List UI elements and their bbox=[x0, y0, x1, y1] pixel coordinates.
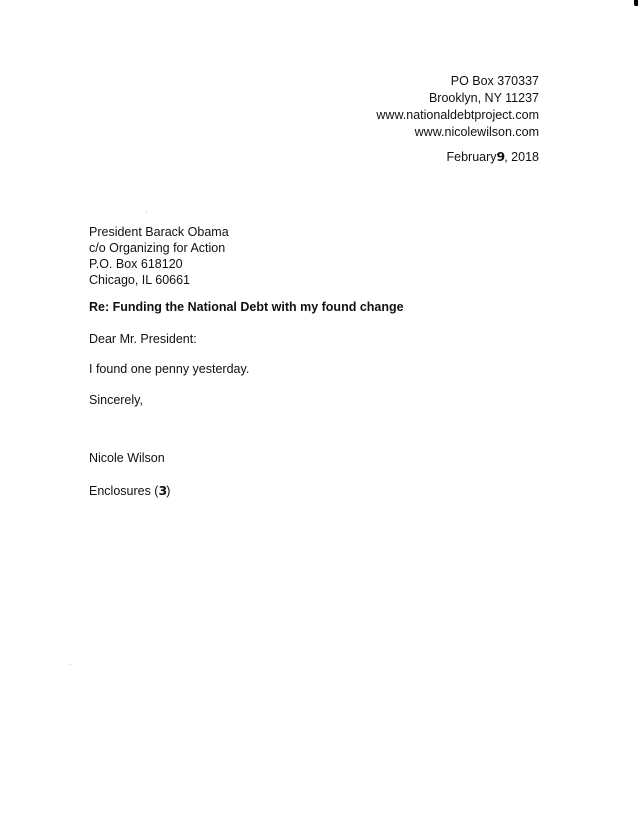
salutation: Dear Mr. President: bbox=[89, 332, 197, 346]
letter-body: I found one penny yesterday. bbox=[89, 362, 250, 376]
signature-name: Nicole Wilson bbox=[89, 451, 165, 465]
enclosures-prefix: Enclosures ( bbox=[89, 484, 159, 498]
recipient-name: President Barack Obama bbox=[89, 225, 229, 239]
letter-date bbox=[447, 148, 540, 166]
recipient-organization: c/o Organizing for Action bbox=[89, 241, 226, 255]
scan-artifact-mark bbox=[634, 0, 638, 6]
enclosures-suffix: ) bbox=[166, 484, 171, 498]
recipient-city-state: Chicago, IL 60661 bbox=[89, 273, 191, 287]
scan-speck bbox=[146, 212, 147, 213]
recipient-po-box: P.O. Box 618120 bbox=[89, 257, 183, 271]
sender-website-project: www.nationaldebtproject.com bbox=[376, 108, 539, 122]
recipient-address-block bbox=[89, 224, 229, 288]
enclosures-line bbox=[89, 482, 170, 500]
sender-address-block bbox=[376, 73, 539, 141]
subject-line: Re: Funding the National Debt with my found change bbox=[89, 300, 404, 314]
date-year: , 2018 bbox=[504, 150, 539, 164]
sender-po-box: PO Box 370337 bbox=[450, 74, 539, 88]
sender-city-state: Brooklyn, NY 11237 bbox=[428, 91, 539, 105]
closing: Sincerely, bbox=[89, 393, 143, 407]
date-day-handwritten: 9 bbox=[496, 149, 505, 164]
scan-speck bbox=[70, 664, 71, 665]
sender-website-personal: www.nicolewilson.com bbox=[414, 125, 539, 139]
date-month: February bbox=[446, 150, 497, 164]
enclosures-count-handwritten: 3 bbox=[158, 483, 167, 498]
